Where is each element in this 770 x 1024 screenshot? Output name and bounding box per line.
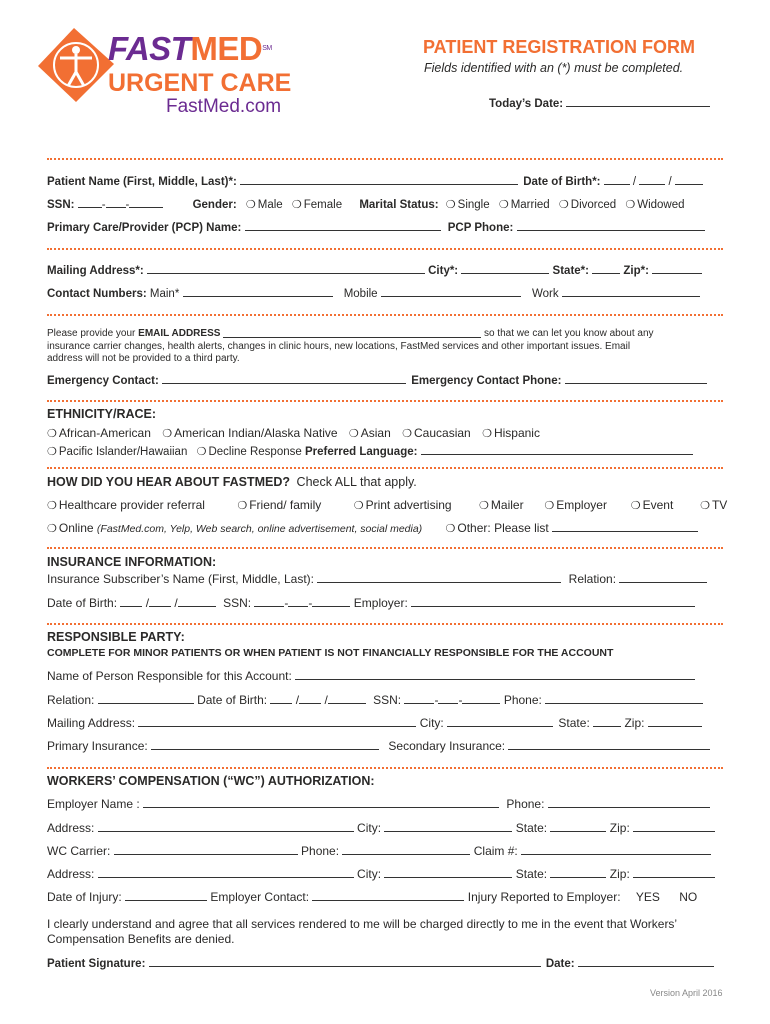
responsible-address-label: Mailing Address: (47, 716, 136, 730)
ethnicity-decline[interactable]: ❍ Decline Response (196, 446, 302, 458)
insurance-ssn-label: SSN: (223, 596, 252, 610)
wc-claim-label: Claim #: (473, 844, 518, 858)
responsible-dob-label: Date of Birth: (197, 693, 268, 707)
insurance-heading: INSURANCE INFORMATION: (47, 555, 217, 569)
insurance-relation-field[interactable] (619, 568, 707, 583)
form-subtitle: Fields identified with an (*) must be completed. (424, 61, 684, 75)
insurance-ssn-1[interactable] (254, 592, 284, 607)
insurance-employer-field[interactable] (411, 592, 695, 607)
wc-address-field[interactable] (98, 817, 354, 832)
mailing-address-field[interactable] (147, 259, 425, 274)
signature-date-label: Date: (545, 958, 575, 970)
insurance-dob-year[interactable] (178, 592, 216, 607)
subscriber-label: Insurance Subscriber’s Name (First, Middle, Last): (47, 572, 314, 586)
wc-reported-label: Injury Reported to Employer: (467, 890, 621, 904)
version-text: Version April 2016 (650, 988, 723, 998)
hear-note: Check ALL that apply. (296, 475, 417, 489)
responsible-phone-field[interactable] (545, 689, 703, 704)
pcp-name-field[interactable] (245, 216, 441, 231)
ethnicity-asian[interactable]: ❍ Asian (348, 426, 391, 440)
divider (47, 767, 723, 769)
wc-no-option[interactable]: NO (679, 890, 698, 904)
wc-carrier-phone-label: Phone: (301, 844, 340, 858)
fastmed-logo (36, 26, 316, 118)
responsible-name-label: Name of Person Responsible for this Account: (47, 669, 292, 683)
marital-label: Marital Status: (359, 199, 439, 211)
state-label: State*: (552, 265, 589, 277)
responsible-ssn-3[interactable] (462, 689, 500, 704)
logo-fast-text: FAST (108, 30, 191, 67)
wc-statement: I clearly understand and agree that all services rendered to me will be charged directly to me in the event that Workers’ Compensation Benefits are denied. (47, 917, 678, 946)
primary-insurance-label: Primary Insurance: (47, 739, 148, 753)
hear-other-field[interactable] (552, 517, 698, 532)
logo-diamond-icon (36, 26, 116, 106)
wc-zip-field[interactable] (633, 817, 715, 832)
city-label: City*: (428, 265, 459, 277)
responsible-ssn-1[interactable] (404, 689, 434, 704)
wc-employer-contact-field[interactable] (312, 886, 464, 901)
ssn-field-2[interactable] (106, 193, 126, 208)
marital-married-option[interactable]: ❍ Married (498, 199, 550, 211)
gender-male-option[interactable]: ❍ Male (245, 199, 283, 211)
signature-date-field[interactable] (578, 952, 714, 967)
responsible-ssn-2[interactable] (438, 689, 458, 704)
signature-field[interactable] (149, 952, 541, 967)
pcp-phone-field[interactable] (517, 216, 705, 231)
todays-date-field[interactable] (566, 92, 710, 107)
responsible-city-label: City: (419, 716, 444, 730)
emergency-contact-label: Emergency Contact: (47, 375, 159, 387)
wc-heading: WORKERS’ COMPENSATION (“WC”) AUTHORIZATION: (47, 774, 375, 788)
ethnicity-caucasian[interactable]: ❍ Caucasian (402, 426, 471, 440)
secondary-insurance-label: Secondary Insurance: (388, 739, 506, 753)
wc-address-label: Address: (47, 821, 95, 835)
hear-other[interactable]: ❍ Other: Please list (445, 521, 549, 535)
insurance-ssn-2[interactable] (288, 592, 308, 607)
wc-carrier-phone-field[interactable] (342, 840, 470, 855)
ssn-label: SSN: (47, 199, 75, 211)
wc-state-field[interactable] (550, 817, 606, 832)
responsible-zip-label: Zip: (624, 716, 645, 730)
form-title: PATIENT REGISTRATION FORM (423, 37, 695, 57)
wc-employer-label: Employer Name : (47, 797, 140, 811)
preferred-language-field[interactable] (421, 440, 693, 455)
wc-address2-label: Address: (47, 867, 95, 881)
ssn-field-3[interactable] (129, 193, 163, 208)
responsible-zip-field[interactable] (648, 712, 702, 727)
emergency-contact-field[interactable] (162, 369, 406, 384)
zip-label: Zip*: (623, 265, 649, 277)
wc-address2-field[interactable] (98, 863, 354, 878)
wc-injury-date-label: Date of Injury: (47, 890, 122, 904)
divider (47, 547, 723, 549)
logo-website: FastMed.com (166, 96, 282, 117)
wc-carrier-label: WC Carrier: (47, 844, 111, 858)
responsible-heading: RESPONSIBLE PARTY: (47, 630, 185, 644)
marital-single-option[interactable]: ❍ Single (445, 199, 490, 211)
divider (47, 248, 723, 250)
email-notice: Please provide your EMAIL ADDRESS so that we can let you know about any insurance carrier changes, health alerts, changes in clinic hours, new locations, FastMed services and other important issues. Email address will not be provided to a third party. (47, 328, 654, 364)
hear-mailer[interactable]: ❍ Mailer (479, 498, 524, 512)
responsible-name-field[interactable] (295, 665, 695, 680)
wc-state2-label: State: (515, 867, 548, 881)
pcp-phone-label: PCP Phone: (447, 222, 514, 234)
insurance-employer-label: Employer: (353, 596, 408, 610)
emergency-phone-label: Emergency Contact Phone: (411, 375, 562, 387)
hear-employer[interactable]: ❍ Employer (544, 498, 607, 512)
email-field[interactable] (223, 327, 481, 338)
main-label: Main* (149, 288, 180, 300)
mobile-label: Mobile (343, 288, 378, 300)
wc-state2-field[interactable] (550, 863, 606, 878)
wc-employer-contact-label: Employer Contact: (210, 890, 310, 904)
responsible-state-field[interactable] (593, 712, 621, 727)
contact-numbers-label: Contact Numbers: (47, 288, 147, 300)
hear-print-advertising[interactable]: ❍ Print advertising (353, 498, 452, 512)
wc-injury-date-field[interactable] (125, 886, 207, 901)
wc-employer-field[interactable] (143, 793, 499, 808)
ethnicity-american-indian[interactable]: ❍ American Indian/Alaska Native (162, 426, 338, 440)
ethnicity-hispanic[interactable]: ❍ Hispanic (482, 426, 540, 440)
divider (47, 158, 723, 160)
insurance-dob-day[interactable] (149, 592, 171, 607)
city-field[interactable] (461, 259, 549, 274)
primary-insurance-field[interactable] (151, 735, 379, 750)
patient-name-label: Patient Name (First, Middle, Last)*: (47, 176, 237, 188)
responsible-city-field[interactable] (447, 712, 553, 727)
insurance-dob-month[interactable] (120, 592, 142, 607)
signature-label: Patient Signature: (47, 958, 146, 970)
hear-event[interactable]: ❍ Event (630, 498, 674, 512)
wc-phone-field[interactable] (548, 793, 710, 808)
hear-online-note: (FastMed.com, Yelp, Web search, online advertisement, social media) (96, 523, 423, 535)
work-phone-field[interactable] (562, 282, 700, 297)
gender-label: Gender: (192, 199, 237, 211)
insurance-relation-label: Relation: (568, 572, 617, 586)
divider (47, 467, 723, 469)
dob-month-field[interactable] (604, 170, 630, 185)
wc-city2-label: City: (357, 867, 382, 881)
responsible-ssn-label: SSN: (373, 693, 402, 707)
wc-carrier-field[interactable] (114, 840, 298, 855)
mobile-phone-field[interactable] (381, 282, 521, 297)
wc-city-label: City: (357, 821, 382, 835)
responsible-dob-month[interactable] (270, 689, 292, 704)
ssn-field-1[interactable] (78, 193, 102, 208)
wc-phone-label: Phone: (506, 797, 545, 811)
responsible-dob-year[interactable] (328, 689, 366, 704)
marital-widowed-option[interactable]: ❍ Widowed (625, 199, 685, 211)
gender-female-option[interactable]: ❍ Female (291, 199, 343, 211)
hear-online[interactable]: ❍ Online (47, 521, 94, 535)
responsible-address-field[interactable] (138, 712, 416, 727)
dob-day-field[interactable] (639, 170, 665, 185)
wc-city-field[interactable] (384, 817, 512, 832)
wc-zip2-field[interactable] (633, 863, 715, 878)
wc-zip-label: Zip: (609, 821, 630, 835)
responsible-relation-label: Relation: (47, 693, 95, 707)
responsible-phone-label: Phone: (503, 693, 542, 707)
work-label: Work (532, 288, 559, 300)
wc-yes-option[interactable]: YES (635, 890, 660, 904)
todays-date-label: Today’s Date: (489, 98, 564, 110)
ethnicity-heading: ETHNICITY/RACE: (47, 407, 157, 421)
pcp-name-label: Primary Care/Provider (PCP) Name: (47, 222, 242, 234)
zip-field[interactable] (652, 259, 702, 274)
insurance-ssn-3[interactable] (312, 592, 350, 607)
subscriber-field[interactable] (317, 568, 561, 583)
hear-provider-referral[interactable]: ❍ Healthcare provider referral (47, 498, 205, 512)
mailing-address-label: Mailing Address*: (47, 265, 144, 277)
divider (47, 623, 723, 625)
responsible-subheading: COMPLETE FOR MINOR PATIENTS OR WHEN PATIENT IS NOT FINANCIALLY RESPONSIBLE FOR THE ACCOUNT (47, 647, 614, 659)
marital-divorced-option[interactable]: ❍ Divorced (558, 199, 617, 211)
patient-name-field[interactable] (240, 170, 518, 185)
wc-state-label: State: (515, 821, 548, 835)
hear-tv[interactable]: ❍ TV (700, 498, 728, 512)
todays-date-row (489, 92, 710, 114)
ethnicity-pacific-islander[interactable]: ❍ Pacific Islander/Hawaiian (47, 446, 188, 458)
main-phone-field[interactable] (183, 282, 333, 297)
insurance-dob-label: Date of Birth: (47, 596, 118, 610)
state-field[interactable] (592, 259, 620, 274)
wc-claim-field[interactable] (521, 840, 711, 855)
dob-label: Date of Birth*: (523, 176, 601, 188)
logo-urgent-care: URGENT CARE (108, 69, 292, 97)
logo-sm-text: SM (262, 45, 272, 52)
wc-city2-field[interactable] (384, 863, 512, 878)
responsible-relation-field[interactable] (98, 689, 194, 704)
hear-friend-family[interactable]: ❍ Friend/ family (237, 498, 322, 512)
divider (47, 400, 723, 402)
dob-year-field[interactable] (675, 170, 703, 185)
hear-heading: HOW DID YOU HEAR ABOUT FASTMED? (47, 475, 291, 489)
ethnicity-african-american[interactable]: ❍ African-American (47, 426, 151, 440)
preferred-language-label: Preferred Language: (304, 446, 418, 458)
logo-med-text: MED (190, 30, 263, 67)
responsible-dob-day[interactable] (299, 689, 321, 704)
secondary-insurance-field[interactable] (508, 735, 710, 750)
divider (47, 314, 723, 316)
wc-zip2-label: Zip: (609, 867, 630, 881)
responsible-state-label: State: (558, 716, 590, 730)
emergency-phone-field[interactable] (565, 369, 707, 384)
